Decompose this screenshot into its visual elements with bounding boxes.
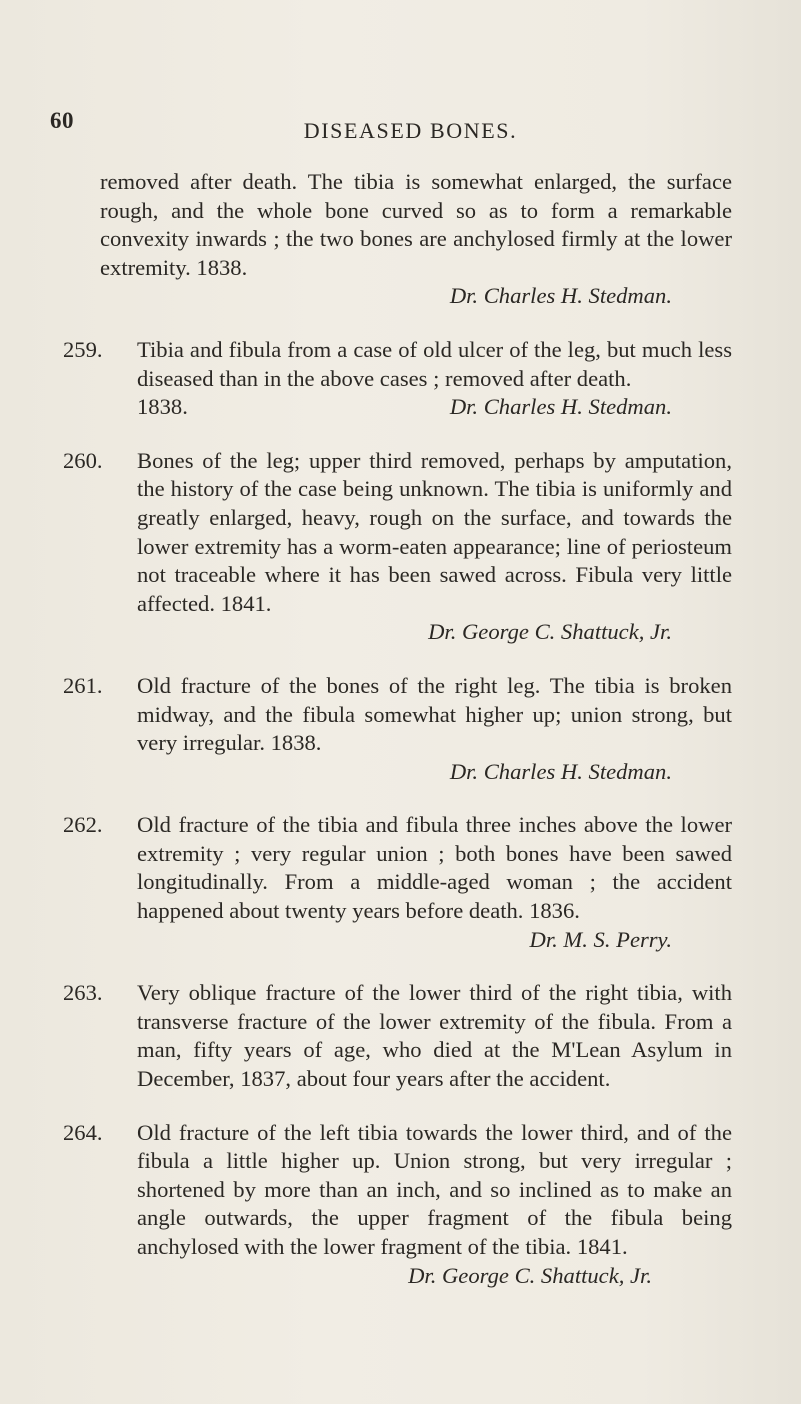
entry-last-line [137,393,732,422]
catalogue-entry-261 [63,672,732,786]
entry-year: 1838. [137,394,188,420]
entry-number: 260. [63,447,103,473]
intro-attribution: Dr. Charles H. Stedman. [449,283,672,309]
entry-number: 261. [63,672,103,698]
intro-paragraph: removed after death. The tibia is somewhat enlarged, the surface rough, and the whole bone curved so as to form a remarkable convexity inwards ; the two bones are anchylosed firmly at the lower extremity. 1838. [100,169,732,280]
entry-attribution: Dr. George C. Shattuck, Jr. [408,1262,652,1288]
catalogue-entry-259 [63,336,732,422]
entry-attribution: Dr. M. S. Perry. [529,926,672,952]
entry-number: 264. [63,1119,103,1145]
catalogue-entry-262 [63,811,732,954]
catalogue-entry-263 [63,979,732,1093]
entry-text: Bones of the leg; upper third removed, perhaps by amputation, the history of the case being unknown. The tibia is uniformly and greatly enlarged, heavy, rough on the surface, and towards the lower extremity has a worm-eaten appearance; line of periosteum not traceable where it has been sawed across. Fibula very little affected. 1841. [137,447,732,616]
entry-number: 263. [63,980,103,1006]
entry-attribution: Dr. Charles H. Stedman. [449,394,672,420]
entry-text: Very oblique fracture of the lower third of the right tibia, with transverse fracture of the lower extremity of the fibula. From a man, fifty years of age, who died at the M'Lean Asylum in December, 1837, about four years after the accident. [137,980,732,1092]
page-number: 60 [50,108,74,133]
entry-text: Tibia and fibula from a case of old ulcer of the leg, but much less diseased than in the above cases ; removed after death. [137,336,732,391]
running-head: DISEASED BONES. [303,118,518,143]
entry-attribution: Dr. Charles H. Stedman. [449,758,672,784]
entry-number: 262. [63,812,103,838]
entry-text: Old fracture of the left tibia towards the lower third, and of the fibula a little higher up. Union strong, but very irregular ; shortened by more than an inch, and so inclined as to make an angle outwards, the upper fragment of the fibula being anchylosed with the lower fragment of the tibia. 1841. [137,1119,732,1259]
catalogue-entry-264 [63,1119,732,1291]
entry-attribution: Dr. George C. Shattuck, Jr. [428,619,672,645]
entry-text: Old fracture of the bones of the right leg. The tibia is broken midway, and the fibula somewhat higher up; union strong, but very irregular. 1838. [137,672,732,756]
body-text [63,168,732,1290]
entry-text: Old fracture of the tibia and fibula three inches above the lower extremity ; very regular union ; both bones have been sawed longitudinally. From a middle-aged woman ; the accident happened about twenty years before death. 1836. [137,812,732,924]
catalogue-entry-260 [63,447,732,647]
entry-number: 259. [63,336,103,362]
